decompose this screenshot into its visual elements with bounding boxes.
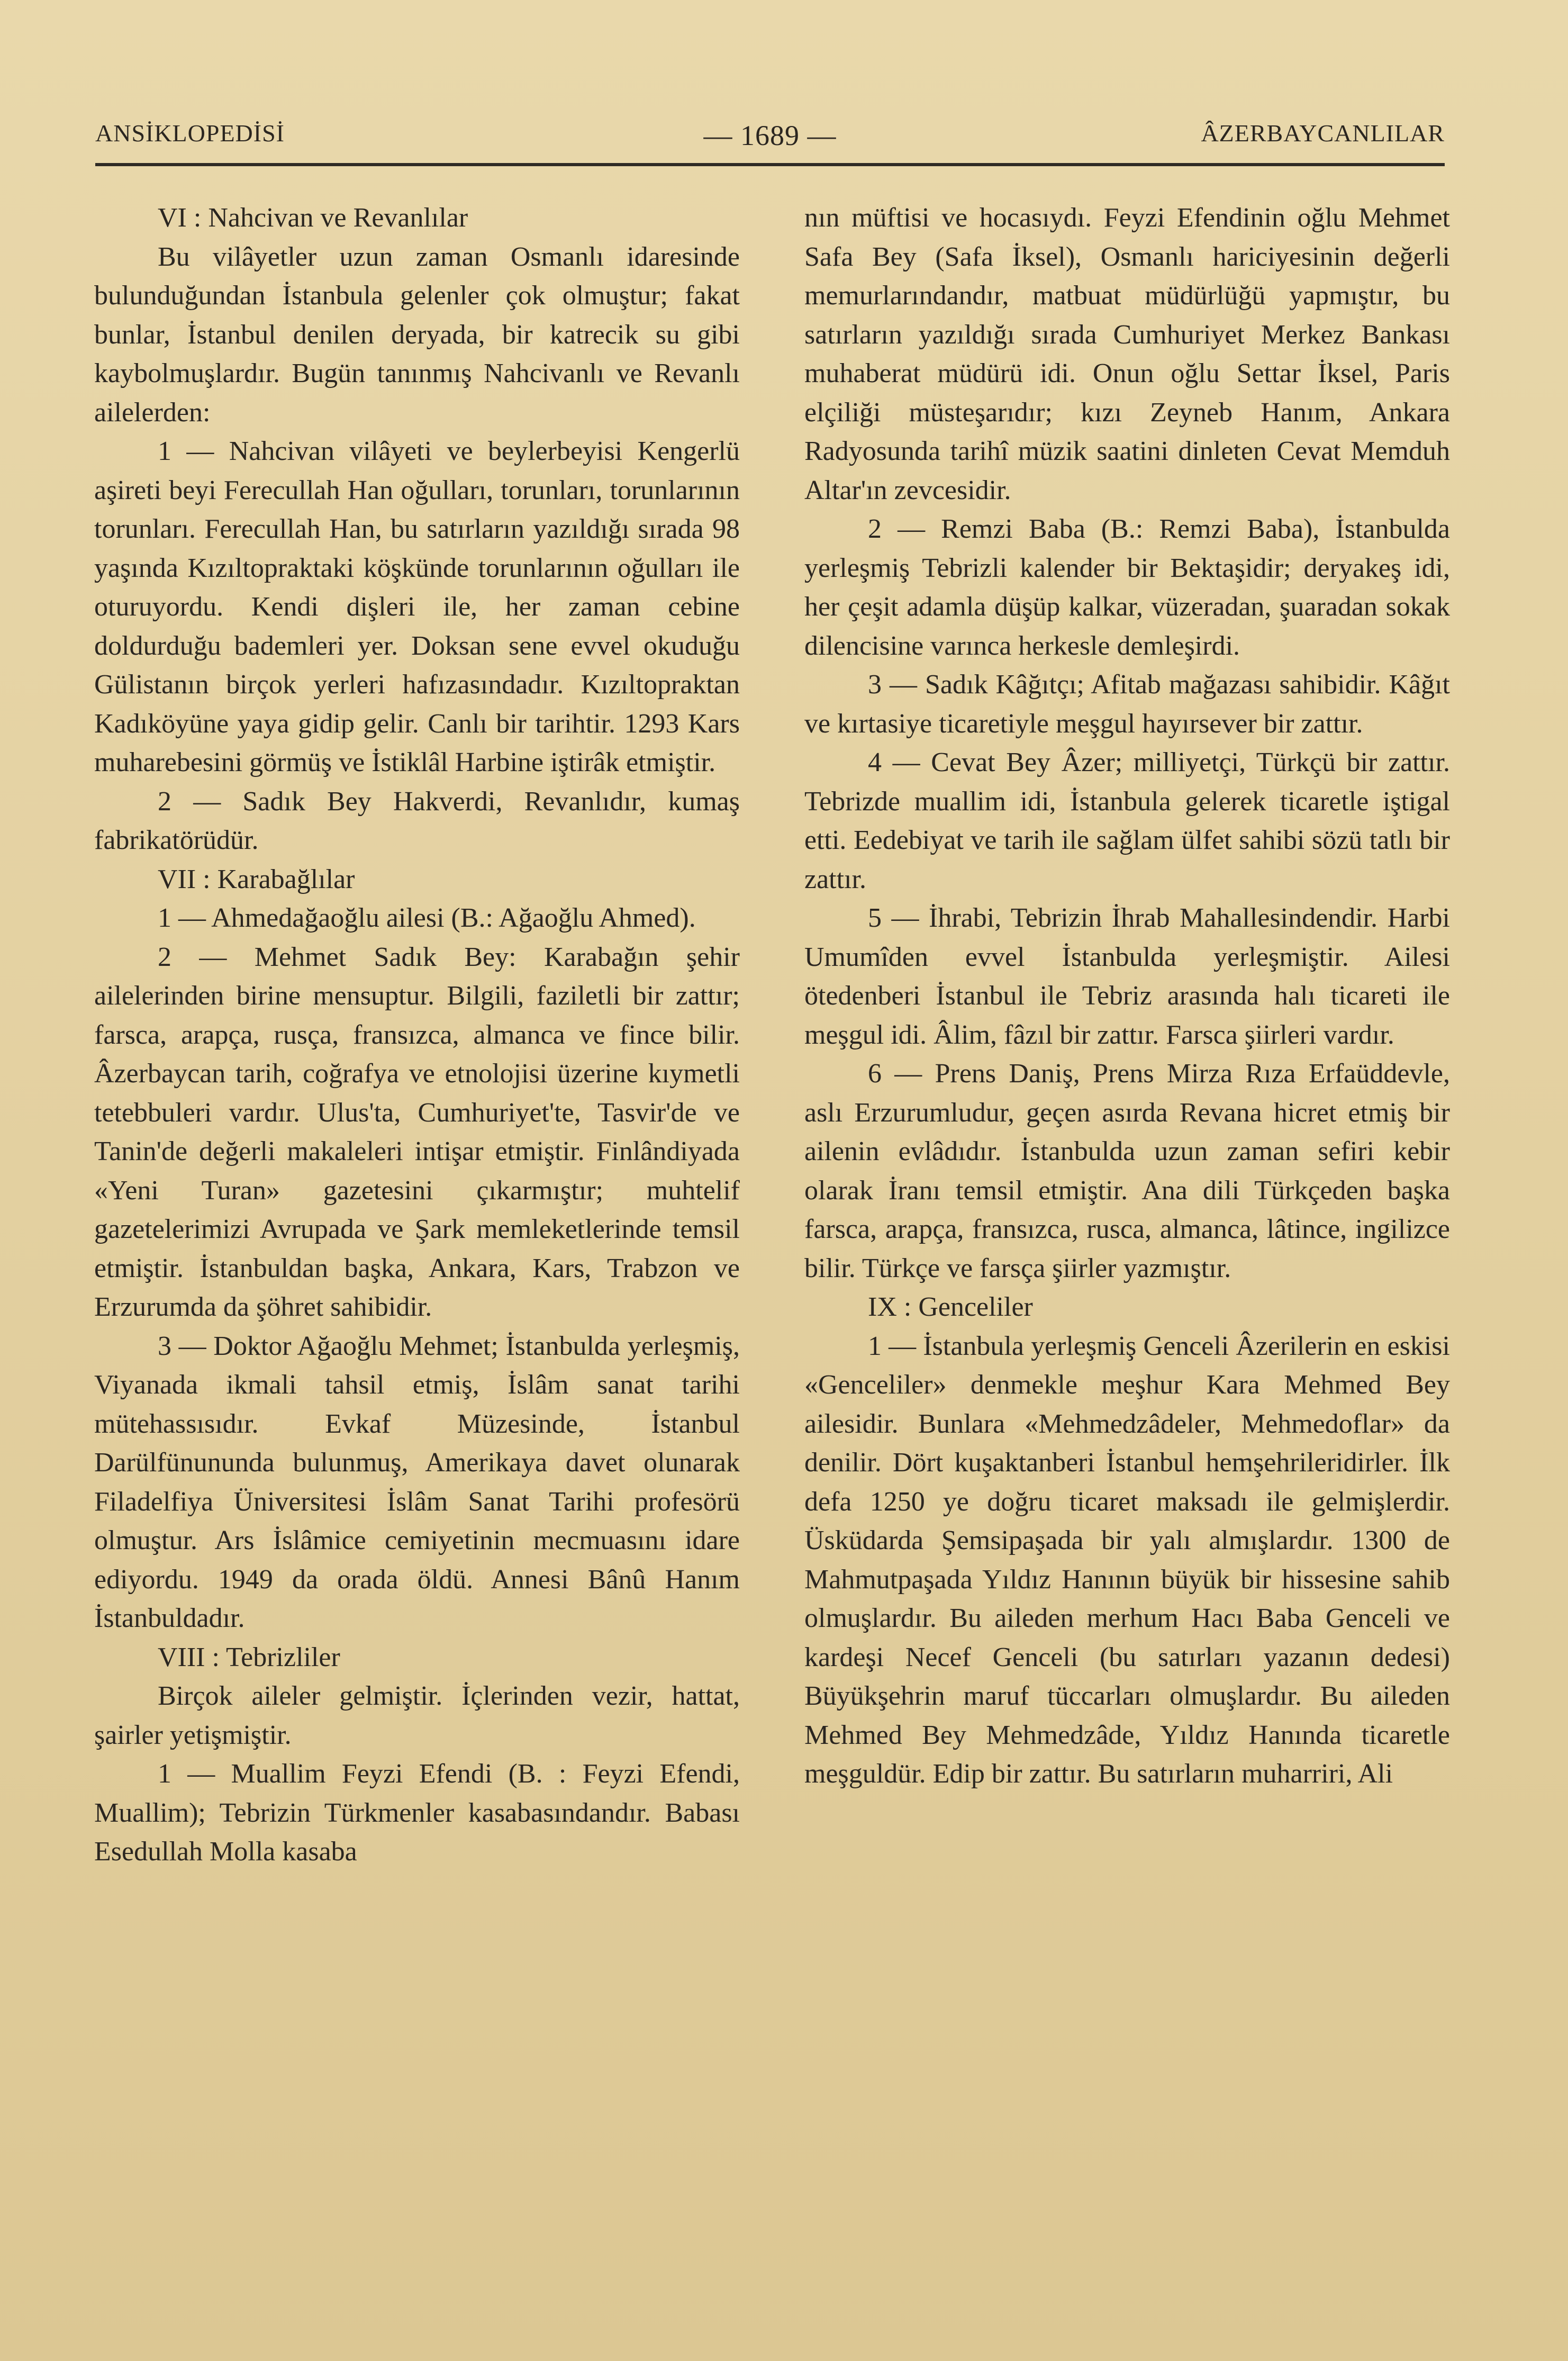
header-right-title: ÂZERBAYCANLILAR (1201, 120, 1445, 147)
left-column (94, 198, 740, 1871)
paragraph: 3 — Doktor Ağaoğlu Mehmet; İstanbulda yerleşmiş, Viyanada ikmali tahsil etmiş, İslâm sanat tarihi mütehassısıdır. Evkaf Müzesinde, İstanbul Darülfünununda bulunmuş, Amerikaya davet olunarak Filadelfiya Üniversitesi İslâm Sanat Tarihi profesörü olmuştur. Ars İslâmice cemiyetinin mecmuasını idare ediyordu. 1949 da orada öldü. Annesi Bânû Hanım İstanbuldadır. (94, 1331, 740, 1633)
paragraph: 3 — Sadık Kâğıtçı; Afitab mağazası sahibidir. Kâğıt ve kırtasiye ticaretiyle meşgul hayırsever bir zattır. (804, 670, 1450, 739)
header-rule (95, 163, 1445, 166)
section-heading: VIII : Tebrizliler (158, 1642, 340, 1672)
paragraph: 2 — Sadık Bey Hakverdi, Revanlıdır, kumaş fabrikatörüdür. (94, 786, 740, 855)
paragraph: 2 — Remzi Baba (B.: Remzi Baba), İstanbulda yerleşmiş Tebrizli kalender bir Bektaşidir; deryakeş idi, her çeşit adamla düşüp kalkar, vüzeradan, şuaradan sokak dilencisine varınca herkesle demleşirdi. (804, 514, 1450, 661)
paragraph: 6 — Prens Daniş, Prens Mirza Rıza Erfaüddevle, aslı Erzurumludur, geçen asırda Revana hicret etmiş bir ailenin evlâdıdır. İstanbulda uzun zaman sefiri kebir olarak İranı temsil etmiştir. Ana dili Türkçeden başka farsca, arapça, fransızca, rusca, almanca, lâtince, ingilizce bilir. Türkçe ve farsça şiirler yazmıştır. (804, 1059, 1450, 1283)
paragraph: 2 — Mehmet Sadık Bey: Karabağın şehir ailelerinden birine mensuptur. Bilgili, faziletli bir zattır; farsca, arapça, rusça, fransızca, almanca ve fince bilir. Âzerbaycan tarih, coğrafya ve etnolojisi üzerine kıymetli tetebbuleri vardır. Ulus'ta, Cumhuriyet'te, Tasvir'de ve Tanin'de değerli makaleleri intişar etmiştir. Finlândiyada «Yeni Turan» gazetesini çıkarmıştır; muhtelif gazetelerimizi Avrupada ve Şark memleketlerinde temsil etmiştir. İstanbuldan başka, Ankara, Kars, Trabzon ve Erzurumda da şöhret sahibidir. (94, 942, 740, 1322)
paragraph: 5 — İhrabi, Tebrizin İhrab Mahallesindendir. Harbi Umumîden evvel İstanbulda yerleşmiştir. Ailesi ötedenberi İstanbul ile Tebriz arasında halı ticareti ile meşgul idi. Âlim, fâzıl bir zattır. Farsca şiirleri vardır. (804, 903, 1450, 1050)
paragraph: Birçok aileler gelmiştir. İçlerinden vezir, hattat, şairler yetişmiştir. (94, 1681, 740, 1750)
paragraph-continued: nın müftisi ve hocasıydı. Feyzi Efendinin oğlu Mehmet Safa Bey (Safa İksel), Osmanlı hariciyesinin değerli memurlarındandır, matbuat müdürlüğü yapmıştır, bu satırların yazıldığı sırada Cumhuriyet Merkez Bankası muhaberat müdürü idi. Onun oğlu Settar İksel, Paris elçiliği müsteşarıdır; kızı Zeyneb Hanım, Ankara Radyosunda tarihî müzik saatini dinleten Cevat Memduh Altar'ın zevcesidir. (804, 203, 1450, 505)
section-heading: IX : Genceliler (868, 1292, 1033, 1322)
page-header (95, 119, 1445, 156)
header-left-title: ANSİKLOPEDİSİ (95, 120, 285, 147)
paragraph: 1 — Ahmedağaoğlu ailesi (B.: Ağaoğlu Ahmed). (158, 903, 696, 933)
section-heading: VI : Nahcivan ve Revanlılar (158, 203, 468, 233)
paragraph: 1 — Muallim Feyzi Efendi (B. : Feyzi Efendi, Muallim); Tebrizin Türkmenler kasabasındandır. Babası Esedullah Molla kasaba (94, 1759, 740, 1867)
paragraph: 1 — Nahcivan vilâyeti ve beylerbeyisi Kengerlü aşireti beyi Ferecullah Han oğulları, torunları, torunlarının torunları. Ferecullah Han, bu satırların yazıldığı sırada 98 yaşında Kızıltopraktaki köşkünde torunlarının oğulları ile oturuyordu. Kendi dişleri ile, her zaman cebine doldurduğu bademleri yer. Doksan sene evvel okuduğu Gülistanın birçok yerleri hafızasındadır. Kızıltopraktan Kadıköyüne yaya gidip gelir. Canlı bir tarihtir. 1293 Kars muharebesini görmüş ve İstiklâl Harbine iştirâk etmiştir. (94, 436, 740, 777)
section-heading: VII : Karabağlılar (158, 864, 355, 894)
paragraph: Bu vilâyetler uzun zaman Osmanlı idaresinde bulunduğundan İstanbula gelenler çok olmuştur; fakat bunlar, İstanbul denilen deryada, bir katrecik su gibi kaybolmuşlardır. Bugün tanınmış Nahcivanlı ve Revanlı ailelerden: (94, 241, 740, 428)
page-number: — 1689 — (703, 120, 837, 151)
paragraph: 4 — Cevat Bey Âzer; milliyetçi, Türkçü bir zattır. Tebrizde muallim idi, İstanbula gelerek ticaretle iştigal etti. Eedebiyat ve tarih ile sağlam ülfet sahibi sözü tatlı bir zattır. (804, 747, 1450, 894)
right-column (804, 198, 1450, 1794)
paragraph: 1 — İstanbula yerleşmiş Genceli Âzerilerin en eskisi «Genceliler» denmekle meşhur Kara Mehmed Bey ailesidir. Bunlara «Mehmedzâdeler, Mehmedoflar» da denilir. Dört kuşaktanberi İstanbul hemşehrileridirler. İlk defa 1250 ye doğru ticaret maksadı ile gelmişlerdir. Üsküdarda Şemsipaşada bir yalı almışlardır. 1300 de Mahmutpaşada Yıldız Hanının büyük bir hissesine sahib olmuşlardır. Bu aileden merhum Hacı Baba Genceli ve kardeşi Necef Genceli (bu satırları yazanın dedesi) Büyükşehrin maruf tüccarları olmuşlardır. Bu aileden Mehmed Bey Mehmedzâde, Yıldız Hanında ticaretle meşguldür. Edip bir zattır. Bu satırların muharriri, Ali (804, 1331, 1450, 1789)
